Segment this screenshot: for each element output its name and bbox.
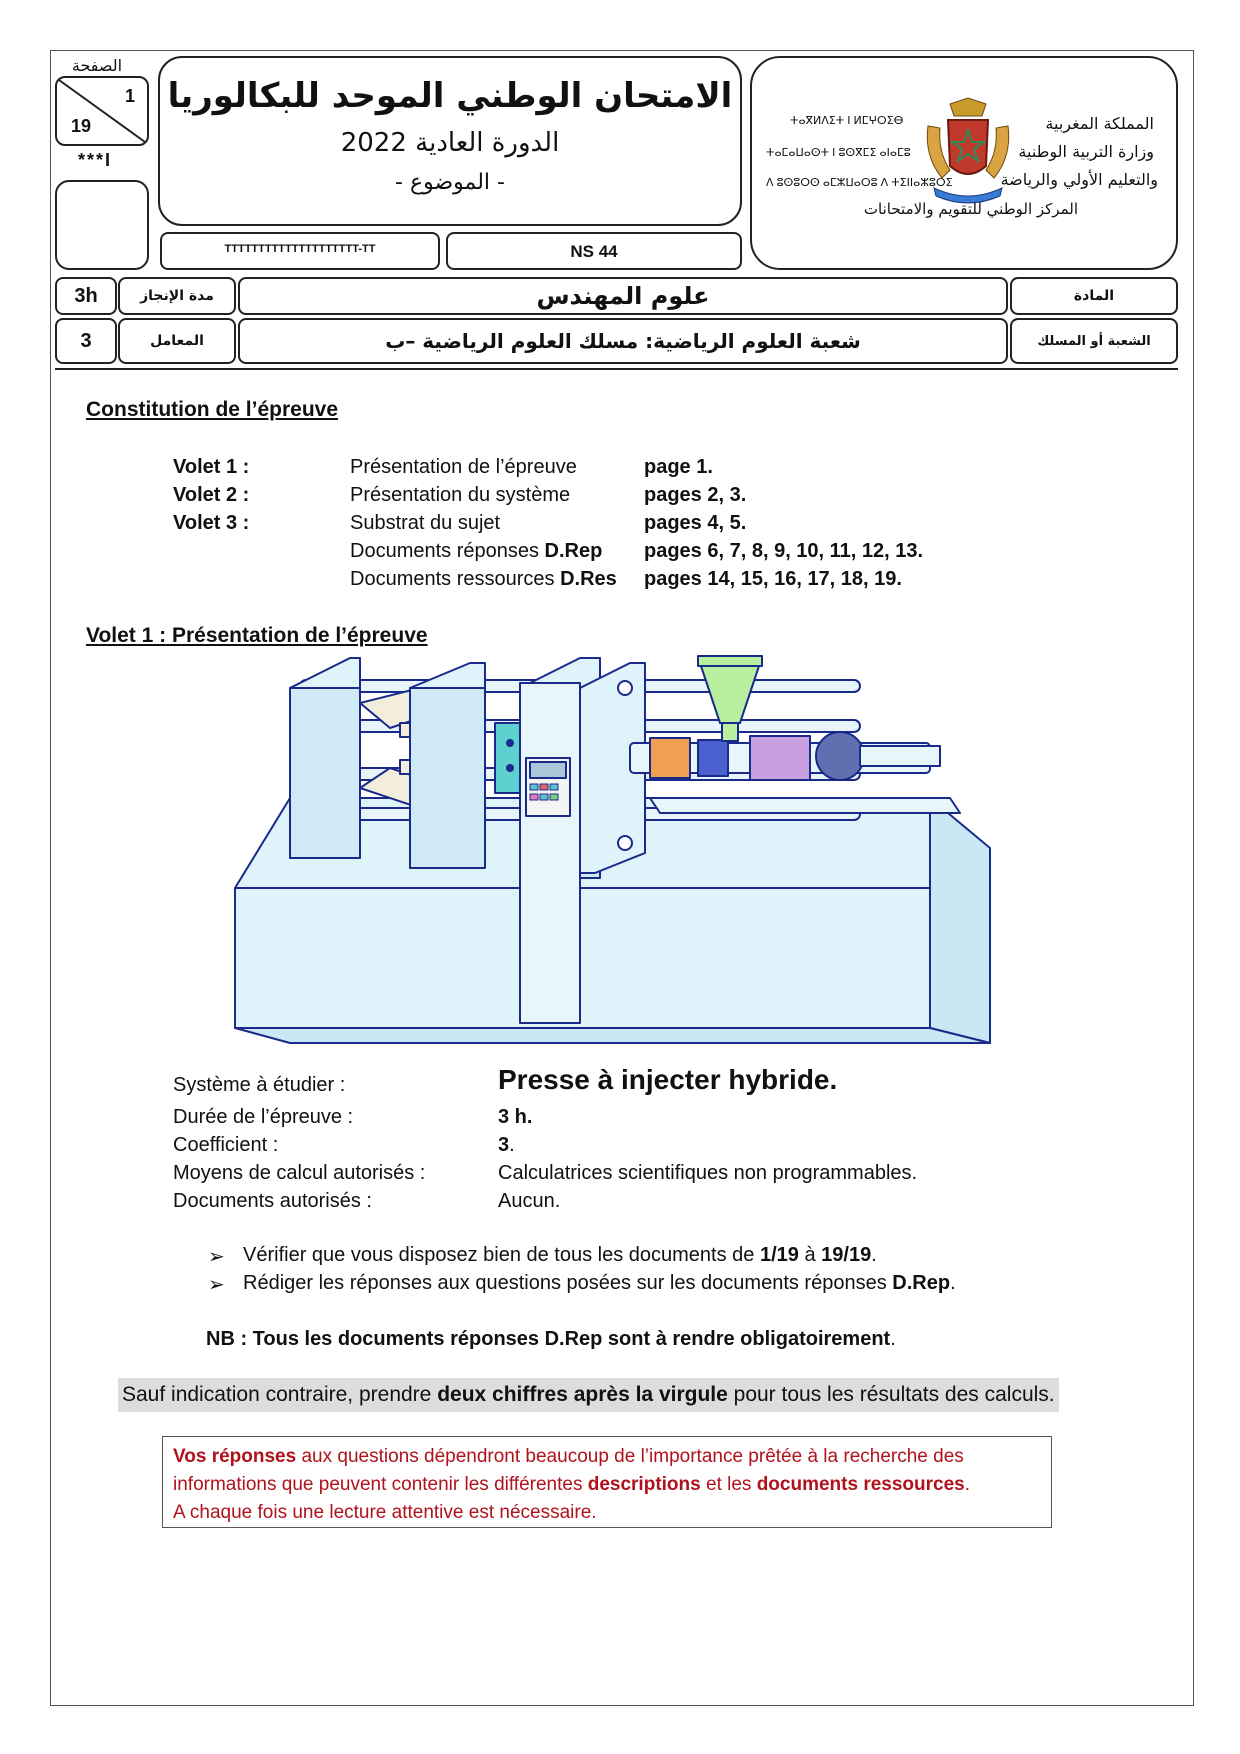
- header-rule: [55, 368, 1178, 370]
- ns-box: [446, 232, 742, 270]
- volet-1-desc: Présentation de l’épreuve: [350, 456, 577, 478]
- page-total: 19: [71, 116, 92, 136]
- system-label: Système à étudier :: [173, 1074, 346, 1096]
- calc-label: Moyens de calcul autorisés :: [173, 1162, 426, 1184]
- page-label: الصفحة: [71, 56, 123, 75]
- note-line-1: Vos réponses aux questions dépendront beaucoup de l’importance prêtée à la recherche des: [173, 1446, 964, 1467]
- ministry-ar-2: وزارة التربية الوطنية: [1018, 142, 1154, 161]
- volet-3-pages: pages 4, 5.: [644, 512, 747, 534]
- duration-label-fr: Durée de l’épreuve :: [173, 1106, 354, 1128]
- reading-note-box: [162, 1436, 1052, 1528]
- nb-note: NB : Tous les documents réponses D.Rep sont à rendre obligatoirement.: [206, 1328, 896, 1350]
- subject-field-label: المادة: [1010, 277, 1178, 315]
- subject-label: - الموضوع -: [395, 170, 505, 195]
- note-line-3: A chaque fois une lecture attentive est nécessaire.: [173, 1502, 597, 1523]
- ministry-ar-3: والتعليم الأولي والرياضة: [1000, 170, 1158, 189]
- ministry-ar-1: المملكة المغربية: [1045, 114, 1154, 133]
- duration-value-fr: 3 h.: [498, 1106, 533, 1128]
- branch-label: الشعبة أو المسلك: [1010, 318, 1178, 364]
- volet-1-label: Volet 1 :: [173, 456, 250, 478]
- ministry-box: [750, 56, 1178, 270]
- coef-value-fr: 3.: [498, 1134, 515, 1156]
- branch-name: شعبة العلوم الرياضية: مسلك العلوم الرياضية –ب: [238, 318, 1008, 364]
- instruction-1: Vérifier que vous disposez bien de tous les documents de 1/19 à 19/19.: [243, 1244, 877, 1266]
- note-line-2: informations que peuvent contenir les différentes descriptions et les documents ressources.: [173, 1474, 971, 1495]
- bullet-icon: ➢: [208, 1246, 225, 1268]
- blank-box: [55, 180, 149, 270]
- exam-title-box: [158, 56, 742, 226]
- volet-1-pages: page 1.: [644, 456, 713, 478]
- volet-2-pages: pages 2, 3.: [644, 484, 747, 506]
- drep-desc: Documents réponses D.Rep: [350, 540, 603, 562]
- ministry-tifinagh-2: ⵜⴰⵎⴰⵡⴰⵙⵜ ⵏ ⵓⵙⴳⵎⵉ ⴰⵏⴰⵎⵓ: [766, 147, 911, 159]
- volet1-title: Volet 1 : Présentation de l’épreuve: [86, 624, 428, 647]
- stars-mark: ***I: [78, 150, 113, 170]
- control-column: [520, 683, 580, 1023]
- hopper: [700, 663, 760, 723]
- system-value: Presse à injecter hybride.: [498, 1064, 838, 1095]
- subject-name: علوم المهندس: [238, 277, 1008, 315]
- injection-press-illustration: [230, 648, 1010, 1058]
- duration-label: مدة الإنجاز: [118, 277, 236, 315]
- calc-value: Calculatrices scientifiques non programmables.: [498, 1162, 918, 1184]
- page-number-box: [55, 76, 149, 146]
- machine-base-side: [930, 798, 990, 1043]
- volet-3-desc: Substrat du sujet: [350, 512, 501, 534]
- duration-value: 3h: [55, 277, 117, 315]
- instruction-2: Rédiger les réponses aux questions posées sur les documents réponses D.Rep.: [243, 1272, 956, 1294]
- coef-label-fr: Coefficient :: [173, 1134, 279, 1156]
- docs-value: Aucun.: [498, 1190, 561, 1212]
- drep-pages: pages 6, 7, 8, 9, 10, 11, 12, 13.: [644, 540, 924, 562]
- bullet-icon: ➢: [208, 1274, 225, 1296]
- coef-value: 3: [55, 318, 117, 364]
- session-label: الدورة العادية 2022: [340, 128, 560, 158]
- ministry-tifinagh-3: ⴷ ⵓⵙⵓⵔⵙ ⴰⵎⵣⵡⴰⵔⵓ ⴷ ⵜⵉⵏⵏⴰⵣⵓⵔⵉ: [766, 177, 953, 189]
- ministry-tifinagh-1: ⵜⴰⴳⵍⴷⵉⵜ ⵏ ⵍⵎⵖⵔⵉⴱ: [790, 115, 904, 127]
- exam-title: الامتحان الوطني الموحد للبكالوريا: [167, 76, 733, 116]
- constitution-title: Constitution de l’épreuve: [86, 398, 339, 421]
- dres-pages: pages 14, 15, 16, 17, 18, 19.: [644, 568, 902, 590]
- rounding-instruction: Sauf indication contraire, prendre deux chiffres après la virgule pour tous les résultats des calculs.: [118, 1378, 1059, 1412]
- volet-2-label: Volet 2 :: [173, 484, 250, 506]
- page-number: 1: [124, 86, 135, 106]
- dres-desc: Documents ressources D.Res: [350, 568, 617, 590]
- ministry-ar-4: المركز الوطني للتقويم والامتحانات: [863, 200, 1078, 218]
- volet-3-label: Volet 3 :: [173, 512, 250, 534]
- code-box: [160, 232, 440, 270]
- docs-label: Documents autorisés :: [173, 1190, 372, 1212]
- ns-code: NS 44: [570, 242, 618, 261]
- coat-of-arms-icon: [920, 96, 1016, 206]
- exam-code: TTTTTTTTTTTTTTTTTTTT-TT: [224, 243, 376, 255]
- volet-2-desc: Présentation du système: [350, 484, 571, 506]
- coef-label: المعامل: [118, 318, 236, 364]
